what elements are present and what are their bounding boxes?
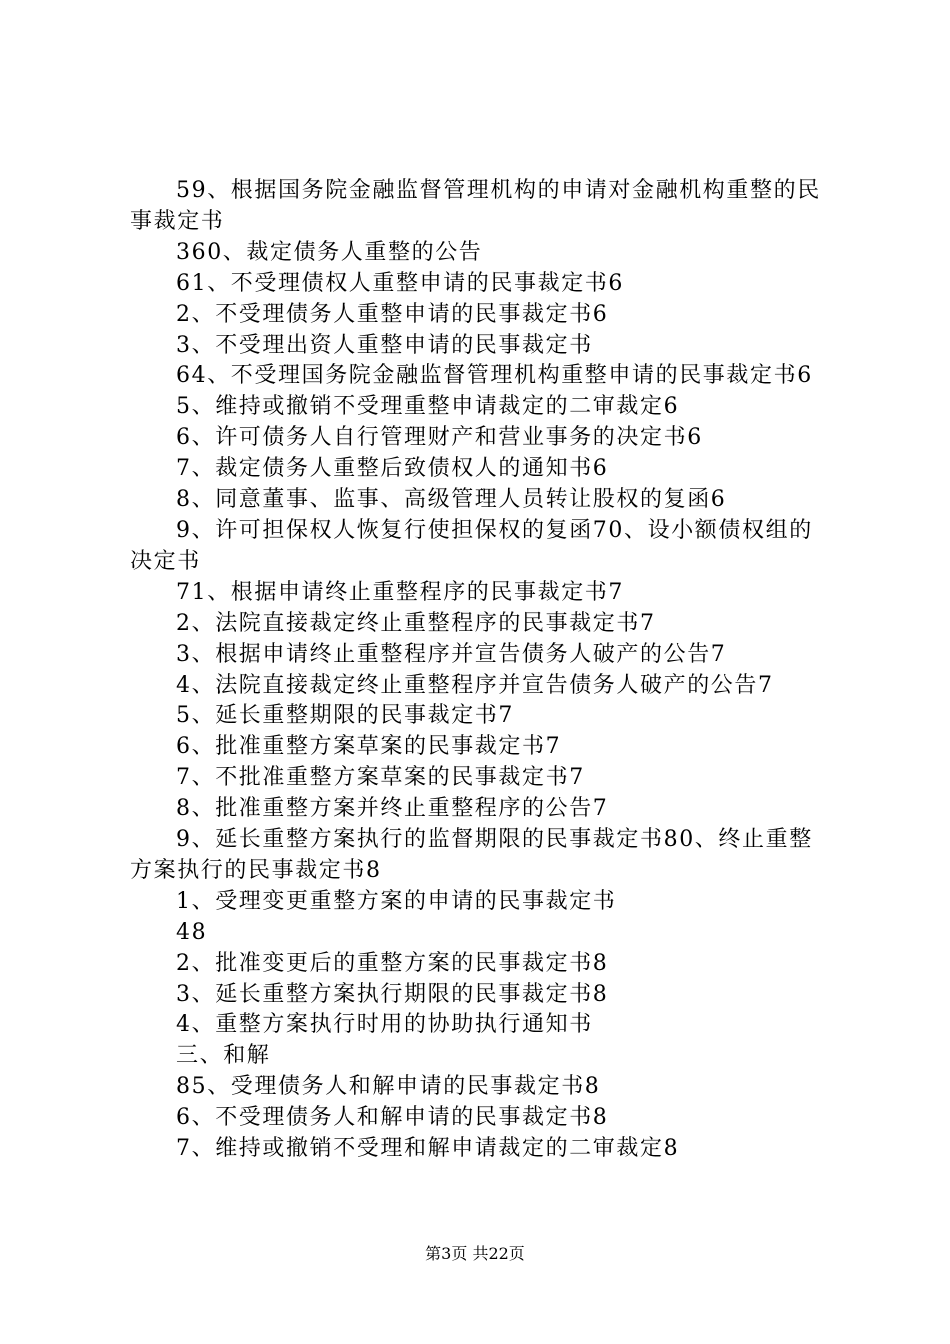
- paragraph: 3、不受理出资人重整申请的民事裁定书: [176, 332, 593, 358]
- paragraph: 5、延长重整期限的民事裁定书7: [176, 703, 514, 729]
- page-number: 第3页 共22页: [425, 1244, 525, 1263]
- section-heading: 三、和解: [176, 1043, 271, 1069]
- paragraph: 48: [176, 919, 208, 945]
- paragraph: 3、延长重整方案执行期限的民事裁定书8: [176, 981, 609, 1007]
- paragraph: 6、批准重整方案草案的民事裁定书7: [176, 734, 562, 760]
- paragraph: 9、延长重整方案执行的监督期限的民事裁定书80、终止重整方案执行的民事裁定书8: [130, 827, 813, 883]
- paragraph: 1、受理变更重整方案的申请的民事裁定书: [176, 888, 617, 914]
- paragraph: 59、根据国务院金融监督管理机构的申请对金融机构重整的民事裁定书: [130, 178, 821, 234]
- paragraph: 8、批准重整方案并终止重整程序的公告7: [176, 796, 609, 822]
- page-footer: [0, 1244, 950, 1264]
- paragraph: 3、根据申请终止重整程序并宣告债务人破产的公告7: [176, 641, 727, 667]
- paragraph: 8、同意董事、监事、高级管理人员转让股权的复函6: [176, 487, 727, 513]
- paragraph: 4、法院直接裁定终止重整程序并宣告债务人破产的公告7: [176, 672, 774, 698]
- paragraph: 85、受理债务人和解申请的民事裁定书8: [176, 1074, 601, 1100]
- paragraph: 5、维持或撤销不受理重整申请裁定的二审裁定6: [176, 394, 680, 420]
- paragraph: 7、裁定债务人重整后致债权人的通知书6: [176, 456, 609, 482]
- document-body: [130, 176, 834, 1165]
- paragraph: 2、不受理债务人重整申请的民事裁定书6: [176, 301, 609, 327]
- paragraph: 9、许可担保权人恢复行使担保权的复函70、设小额债权组的决定书: [130, 517, 813, 574]
- paragraph: 71、根据申请终止重整程序的民事裁定书7: [176, 579, 624, 605]
- paragraph: 2、法院直接裁定终止重整程序的民事裁定书7: [176, 610, 656, 636]
- paragraph: 4、重整方案执行时用的协助执行通知书: [176, 1012, 593, 1038]
- paragraph: 2、批准变更后的重整方案的民事裁定书8: [176, 950, 609, 976]
- paragraph: 360、裁定债务人重整的公告: [176, 239, 483, 265]
- paragraph: 7、不批准重整方案草案的民事裁定书7: [176, 765, 585, 791]
- paragraph: 61、不受理债权人重整申请的民事裁定书6: [176, 270, 624, 296]
- paragraph: 7、维持或撤销不受理和解申请裁定的二审裁定8: [176, 1136, 680, 1162]
- paragraph: 64、不受理国务院金融监督管理机构重整申请的民事裁定书6: [176, 363, 813, 389]
- paragraph: 6、许可债务人自行管理财产和营业事务的决定书6: [176, 425, 703, 451]
- paragraph: 6、不受理债务人和解申请的民事裁定书8: [176, 1105, 609, 1131]
